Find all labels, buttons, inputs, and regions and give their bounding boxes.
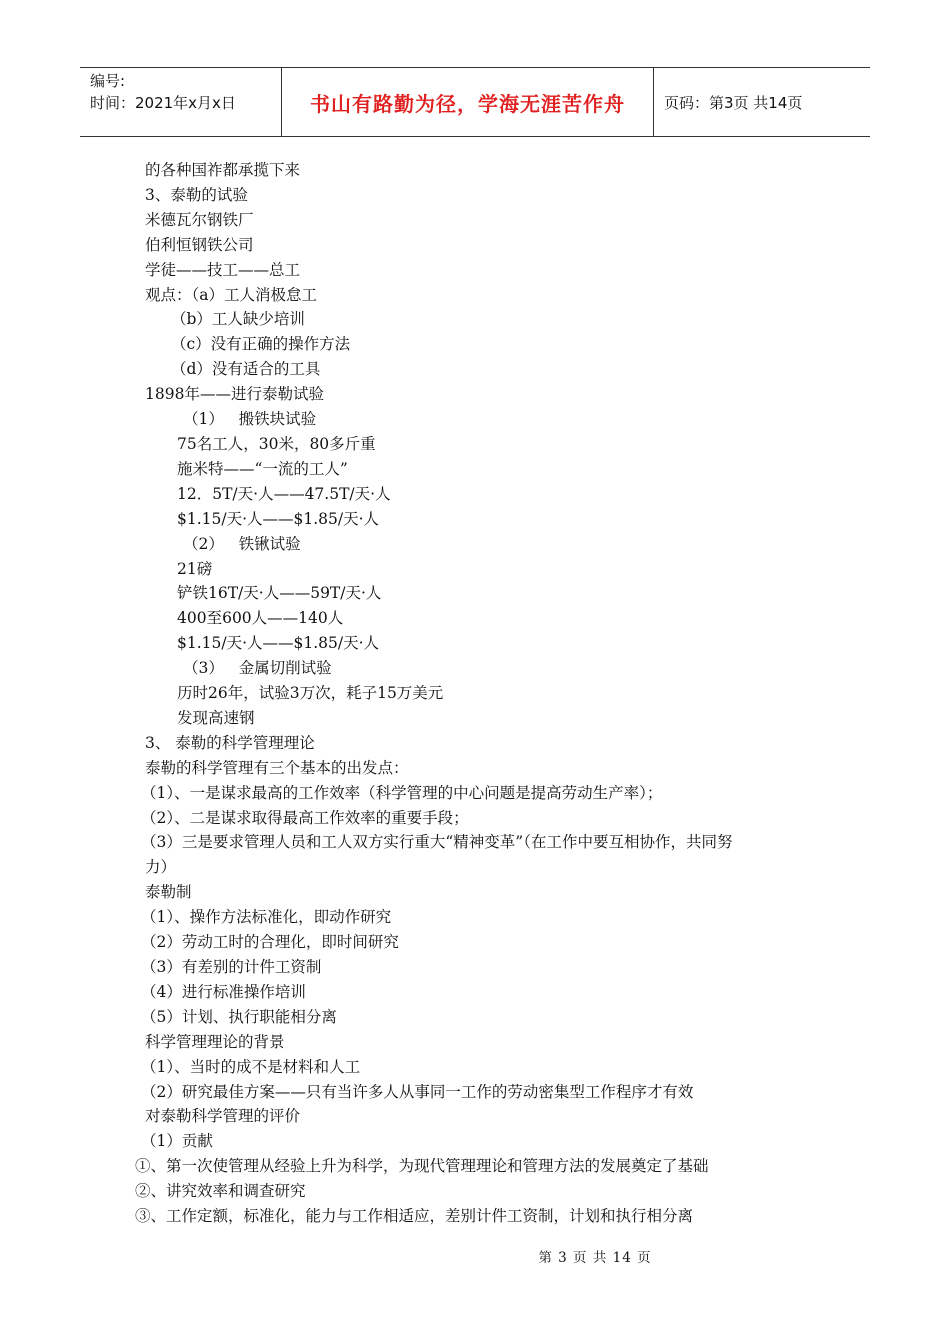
- text-line: 学徒——技工——总工: [145, 260, 301, 279]
- document-number-label: 编号:: [90, 72, 126, 90]
- sub-heading: （2） 铁锹试验: [183, 534, 301, 553]
- header-page-number: 页码：第3页 共14页: [664, 93, 803, 112]
- text-line: 1898年——进行泰勒试验: [145, 385, 324, 404]
- section-heading: 3、 泰勒的科学管理理论: [145, 733, 315, 752]
- list-item: （5）计划、执行职能相分离: [141, 1007, 337, 1026]
- text-line: 伯利恒钢铁公司: [145, 235, 254, 254]
- list-item: （2）劳动工时的合理化，即时间研究: [141, 933, 399, 952]
- list-item: ③、工作定额，标准化，能力与工作相适应，差别计件工资制，计划和执行相分离: [135, 1207, 694, 1226]
- section-heading: 科学管理理论的背景: [145, 1032, 285, 1051]
- page-header: [80, 67, 870, 137]
- text-line: 12．5T/天·人——47.5T/天·人: [177, 484, 391, 503]
- list-item: （1）、当时的成不是材料和人工: [141, 1057, 361, 1076]
- list-item: （b）工人缺少培训: [171, 310, 305, 329]
- text-line: 铲铁16T/天·人——59T/天·人: [177, 584, 382, 603]
- section-heading: 泰勒制: [145, 883, 192, 902]
- list-item: （2）研究最佳方案——只有当许多人从事同一工作的劳动密集型工作程序才有效: [141, 1082, 694, 1101]
- document-date-label: 时间：2021年x月x日: [90, 94, 236, 112]
- text-line: 观点：（a）工人消极怠工: [145, 285, 317, 304]
- section-heading: 对泰勒科学管理的评价: [145, 1107, 301, 1126]
- text-line: 施米特——“一流的工人”: [177, 459, 348, 478]
- header-motto: 书山有路勤为径，学海无涯苦作舟: [282, 68, 654, 136]
- text-line: $1.15/天·人——$1.85/天·人: [177, 509, 380, 528]
- header-meta: [80, 68, 282, 136]
- list-item: （1）、操作方法标准化，即动作研究: [141, 908, 392, 927]
- list-item: （1）、一是谋求最高的工作效率（科学管理的中心问题是提高劳动生产率）；: [141, 783, 663, 802]
- text-line: 力）: [145, 858, 177, 877]
- list-item: （d）没有适合的工具: [171, 360, 321, 379]
- text-line: 400至600人——140人: [177, 609, 344, 628]
- text-line: 历时26年，试验3万次，耗子15万美元: [177, 684, 444, 703]
- document-body: [135, 158, 825, 1229]
- list-item: ②、讲究效率和调查研究: [135, 1182, 306, 1201]
- page-footer: 第 3 页 共 14 页: [538, 1250, 652, 1266]
- text-line: 21磅: [177, 559, 213, 578]
- text-line: 米德瓦尔钢铁厂: [145, 210, 254, 229]
- text-line: 的各种国祚都承揽下来: [145, 161, 301, 179]
- list-item: （2）、二是谋求取得最高工作效率的重要手段；: [141, 808, 469, 827]
- section-heading: 3、泰勒的试验: [145, 185, 248, 204]
- text-line: 发现高速钢: [177, 708, 255, 727]
- list-item: （1）贡献: [141, 1132, 213, 1151]
- list-item: （3）有差别的计件工资制: [141, 958, 322, 976]
- list-item: ①、第一次使管理从经验上升为科学，为现代管理理论和管理方法的发展奠定了基础: [135, 1157, 709, 1176]
- sub-heading: （3） 金属切削试验: [183, 659, 332, 678]
- sub-heading: （1） 搬铁块试验: [183, 410, 317, 429]
- text-line: 泰勒的科学管理有三个基本的出发点：: [145, 758, 409, 777]
- text-line: 75名工人，30米，80多斤重: [177, 434, 376, 453]
- list-item: （3）三是要求管理人员和工人双方实行重大“精神变革”（在工作中要互相协作，共同努: [141, 833, 733, 852]
- list-item: （c）没有正确的操作方法: [171, 335, 351, 354]
- list-item: （4）进行标准操作培训: [141, 982, 306, 1001]
- text-line: $1.15/天·人——$1.85/天·人: [177, 634, 380, 653]
